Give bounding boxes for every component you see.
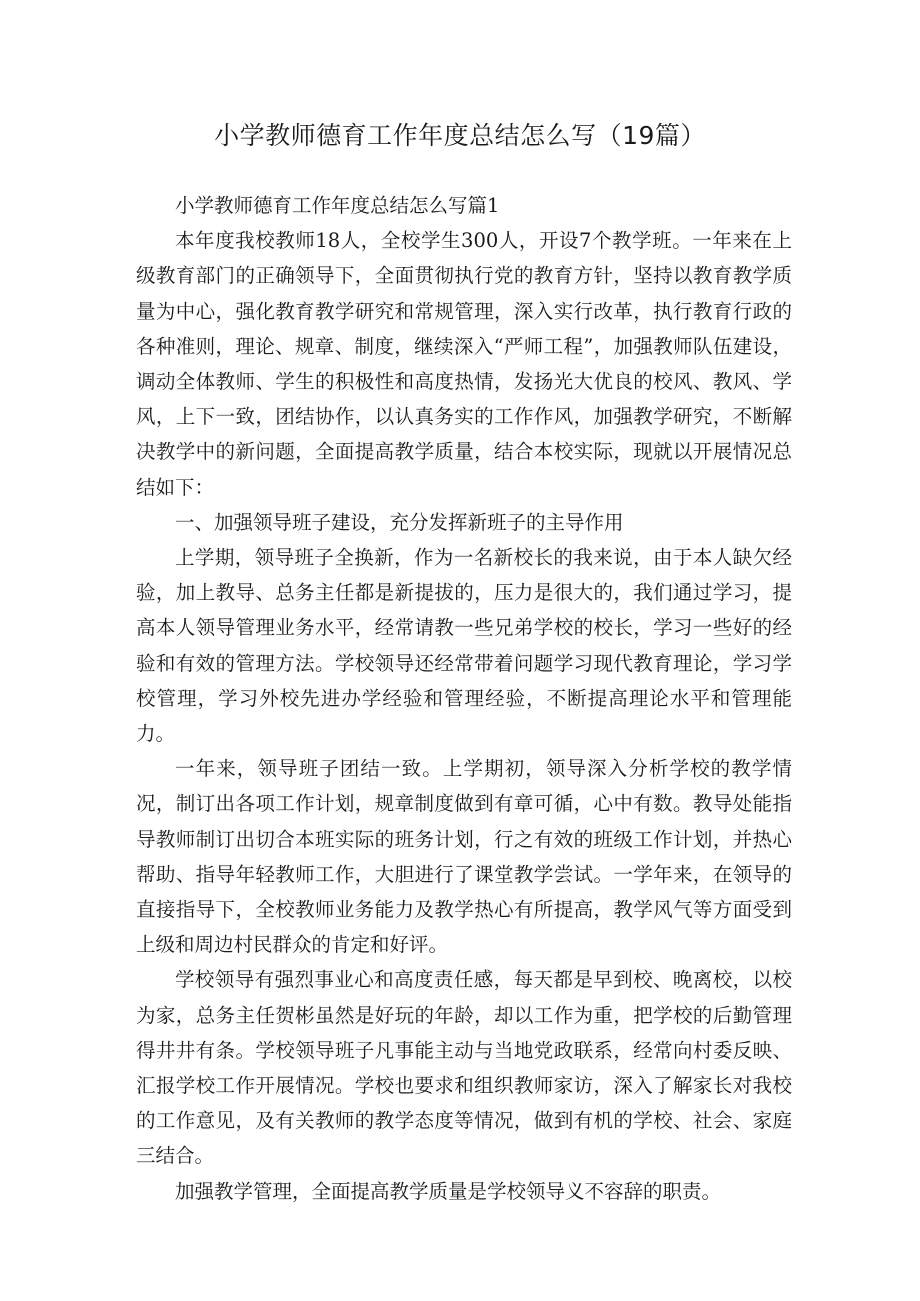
paragraph: 加强教学管理，全面提高教学质量是学校领导义不容辞的职责。 bbox=[175, 1179, 722, 1203]
paragraph: 一年来，领导班子团结一致。上学期初，领导深入分析学校的教学情况，制订出各项工作计划，规章制度做到有章可循，心中有数。教导处能指导教师制订出切合本班实际的班务计划，行之有效的班级工作计划，并热心帮助、指导年轻教师工作，大胆进行了课堂教学尝试。一学年来，在领导的直接指导下，全校教师业务能力及教学热心有所提高，教学风气等方面受到上级和周边村民群众的肯定和好评。 bbox=[136, 757, 792, 957]
section-heading: 小学教师德育工作年度总结怎么写篇1 bbox=[175, 194, 500, 217]
document-title: 小学教师德育工作年度总结怎么写（19篇） bbox=[214, 121, 706, 150]
section-heading: 一、加强领导班子建设，充分发挥新班子的主导作用 bbox=[175, 510, 624, 534]
paragraph: 本年度我校教师18人，全校学生300人，开设7个教学班。一年来在上级教育部门的正确领导下，全面贯彻执行党的教育方针，坚持以教育教学质量为中心，强化教育教学研究和常规管理，深入实行改革，执行教育行政的各种准则，理论、规章、制度，继续深入“严师工程”，加强教师队伍建设，调动全体教师、学生的积极性和高度热情，发扬光大优良的校风、教风、学风，上下一致，团结协作，以认真务实的工作作风，加强教学研究，不断解决教学中的新问题，全面提高教学质量，结合本校实际，现就以开展情况总结如下： bbox=[136, 229, 792, 499]
paragraph: 上学期，领导班子全换新，作为一名新校长的我来说，由于本人缺欠经验，加上教导、总务主任都是新提拔的，压力是很大的，我们通过学习，提高本人领导管理业务水平，经常请教一些兄弟学校的校长，学习一些好的经验和有效的管理方法。学校领导还经常带着问题学习现代教育理论，学习学校管理，学习外校先进办学经验和管理经验，不断提高理论水平和管理能力。 bbox=[136, 546, 792, 746]
document-body bbox=[136, 188, 792, 1209]
paragraph: 学校领导有强烈事业心和高度责任感，每天都是早到校、晚离校，以校为家，总务主任贺彬虽然是好玩的年龄，却以工作为重，把学校的后勤管理得井井有条。学校领导班子凡事能主动与当地党政联系，经常向村委反映、汇报学校工作开展情况。学校也要求和组织教师家访，深入了解家长对我校的工作意见，及有关教师的教学态度等情况，做到有机的学校、社会、家庭三结合。 bbox=[136, 968, 792, 1168]
